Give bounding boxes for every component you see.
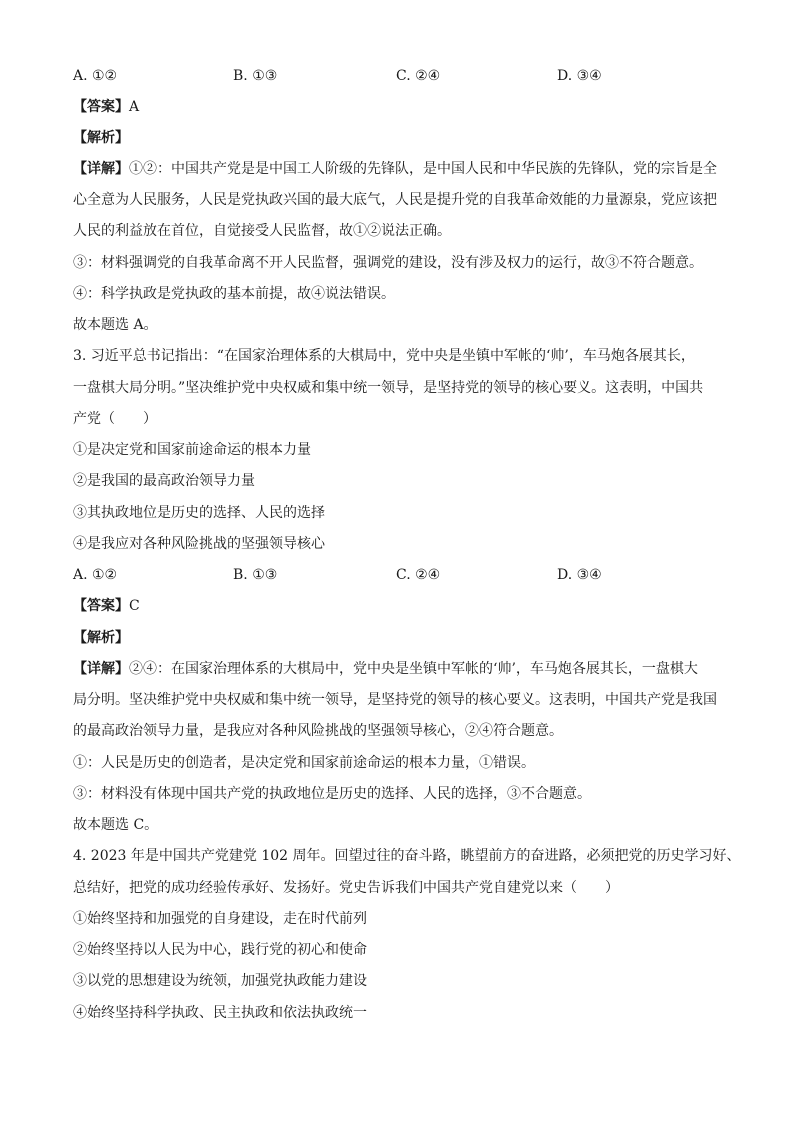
q4-item: ②始终坚持以人民为中心，践行党的初心和使命 [73,942,367,958]
q3-option-a: A. ①② [73,567,118,583]
q2-answer [73,97,733,117]
q3-item: ④是我应对各种风险挑战的坚强领导核心 [73,536,325,552]
q2-detail-line: 人民的利益放在首位，自觉接受人民监督，故①②说法正确。 [73,223,451,239]
q4-stem-line: 4. 2023 年是中国共产党建党 102 周年。回望过往的奋斗路，眺望前方的奋进路，必须把党的历史学习好、 [73,848,741,864]
q2-detail-line: ③：材料强调党的自我革命离不开人民监督，强调党的建设，没有涉及权力的运行，故③不符合题意。 [73,255,703,271]
q3-item: ③其执政地位是历史的选择、人民的选择 [73,505,325,521]
answer-value: A [129,99,140,115]
answer-value: C [129,598,140,614]
detail-tag: 【详解】 [73,161,129,177]
q3-answer [73,596,733,616]
q2-detail-line [73,159,733,179]
q4-item: ③以党的思想建设为统领，加强党执政能力建设 [73,973,367,989]
q3-detail-line: ①：人民是历史的创造者，是决定党和国家前途命运的根本力量，①错误。 [73,755,535,771]
detail-text: ②④：在国家治理体系的大棋局中，党中央是坐镇中军帐的‘帅’，车马炮各展其长，一盘棋大 [129,661,698,677]
q3-stem-line: 3. 习近平总书记指出：“在国家治理体系的大棋局中，党中央是坐镇中军帐的‘帅’，车马炮各展其长， [73,348,695,364]
q2-conclusion: 故本题选 A。 [73,317,158,333]
q3-conclusion: 故本题选 C。 [73,817,159,833]
q2-analysis-tag: 【解析】 [73,130,129,146]
q3-detail-line: ③：材料没有体现中国共产党的执政地位是历史的选择、人民的选择，③不合题意。 [73,786,591,802]
q3-stem-line: 一盘棋大局分明。”坚决维护党中央权威和集中统一领导，是坚持党的领导的核心要义。这表明，中国共 [73,380,704,396]
q3-analysis-tag: 【解析】 [73,630,129,646]
q4-item: ①始终坚持和加强党的自身建设，走在时代前列 [73,911,367,927]
q2-detail-line: ④：科学执政是党执政的基本前提，故④说法错误。 [73,286,395,302]
q4-item: ④始终坚持科学执政、民主执政和依法执政统一 [73,1005,367,1021]
q2-option-d: D. ③④ [557,68,602,84]
detail-text: ①②：中国共产党是是中国工人阶级的先锋队，是中国人民和中华民族的先锋队，党的宗旨是全 [129,161,717,177]
q3-detail-line: 局分明。坚决维护党中央权威和集中统一领导，是坚持党的领导的核心要义。这表明，中国共产党是我国 [73,692,717,708]
q3-detail-line: 的最高政治领导力量，是我应对各种风险挑战的坚强领导核心，②④符合题意。 [73,723,563,739]
q3-stem-line: 产党（ ） [73,411,157,427]
q2-option-b: B. ①③ [233,68,278,84]
q3-option-d: D. ③④ [557,567,602,583]
answer-tag: 【答案】 [73,598,129,614]
q2-option-a: A. ①② [73,68,118,84]
q3-option-b: B. ①③ [233,567,278,583]
q3-option-c: C. ②④ [396,567,441,583]
q3-detail-line [73,659,733,679]
q4-stem-line: 总结好，把党的成功经验传承好、发扬好。党史告诉我们中国共产党自建党以来（ ） [73,880,619,896]
q2-option-c: C. ②④ [396,68,441,84]
detail-tag: 【详解】 [73,661,129,677]
answer-tag: 【答案】 [73,99,129,115]
q3-item: ②是我国的最高政治领导力量 [73,473,255,489]
q2-detail-line: 心全意为人民服务，人民是党执政兴国的最大底气，人民是提升党的自我革命效能的力量源泉，党应该把 [73,192,717,208]
q3-item: ①是决定党和国家前途命运的根本力量 [73,442,311,458]
